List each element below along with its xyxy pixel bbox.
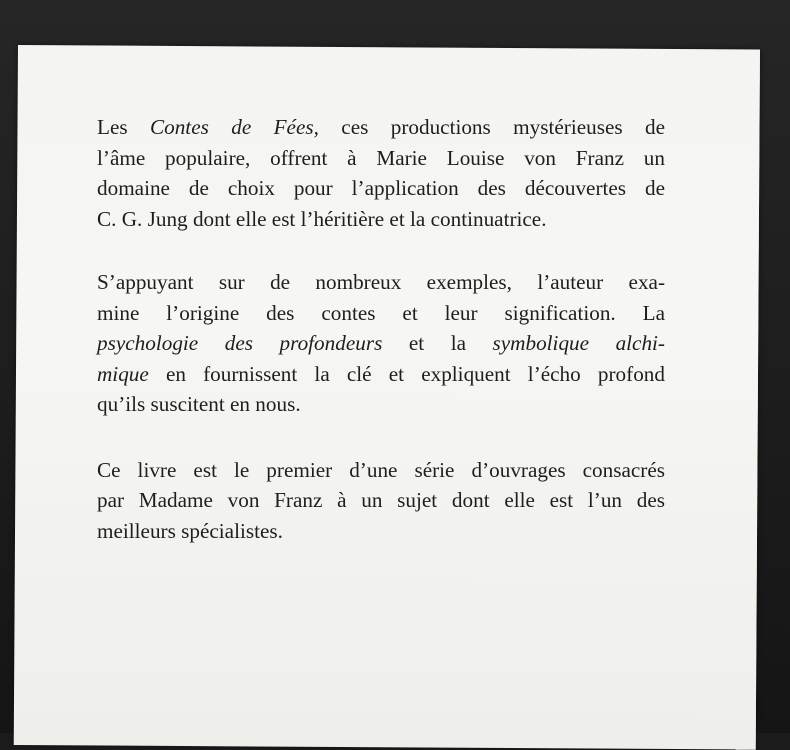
blurb-paragraph-3 xyxy=(97,455,665,547)
text-line: mine l’origine des contes et leur signification. La xyxy=(97,300,665,325)
back-cover-blurb xyxy=(97,112,665,546)
text-line: domaine de choix pour l’application des découvertes de xyxy=(97,176,665,200)
text-line: mique en fournissent la clé et expliquent l’écho profond xyxy=(97,361,665,386)
text-line: Les Contes de Fées, ces productions mystérieuses de xyxy=(97,115,665,139)
text-line: C. G. Jung dont elle est l’héritière et la continuatrice. xyxy=(97,206,547,231)
text-line: l’âme populaire, offrent à Marie Louise von Franz un xyxy=(97,145,665,170)
blurb-paragraph-2 xyxy=(97,267,665,420)
text-line: par Madame von Franz à un sujet dont elle est l’un des xyxy=(97,488,665,512)
text-line: meilleurs spécialistes. xyxy=(97,518,283,543)
text-line: psychologie des profondeurs et la symbolique alchi- xyxy=(97,331,665,355)
text-line: S’appuyant sur de nombreux exemples, l’auteur exa- xyxy=(97,270,665,294)
text-line: Ce livre est le premier d’une série d’ouvrages consacrés xyxy=(97,457,665,482)
blurb-paragraph-1 xyxy=(97,112,665,234)
text-line: qu’ils suscitent en nous. xyxy=(97,392,301,416)
